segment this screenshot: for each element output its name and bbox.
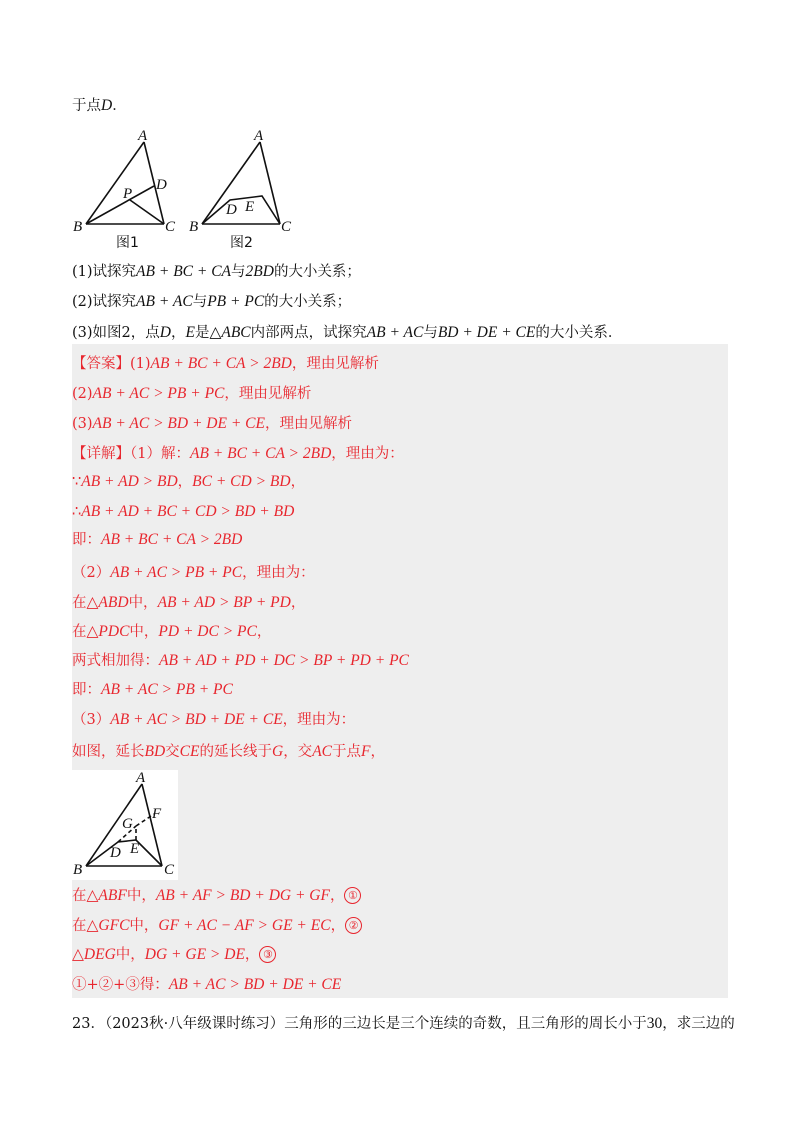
detail-line-9 xyxy=(72,680,233,700)
detail-line-12 xyxy=(72,886,361,906)
detail-12-pre: 在 xyxy=(72,888,87,904)
detail-11-text-1: 如图，延长 xyxy=(72,744,145,760)
detail-line-6 xyxy=(72,593,305,613)
figure-2-shape xyxy=(202,142,280,224)
fig2-label-c: C xyxy=(281,219,292,235)
detail-14-math: DG + GE > DE xyxy=(144,946,245,963)
detail-15-math: AB + AC > BD + DE + CE xyxy=(168,976,342,993)
figure-1-shape xyxy=(86,142,164,224)
detail-2-post: ， xyxy=(290,474,306,490)
detail-15-plus-1: + xyxy=(86,977,99,993)
detail-5-math: AB + AC > PB + PC xyxy=(110,564,243,581)
detail-9-pre: 即： xyxy=(72,682,101,698)
fig3-label-e: E xyxy=(130,841,140,857)
detail-line-3 xyxy=(72,502,294,522)
answer-3-text: ，理由见解析 xyxy=(264,416,352,432)
fig2-label-b: B xyxy=(189,219,199,235)
question-3-mid: 与 xyxy=(423,325,438,341)
detail-11-var-ac: AC xyxy=(312,743,332,760)
question-2-pre: (2)试探究 xyxy=(72,294,137,310)
fig3-label-f: F xyxy=(152,806,162,822)
answer-1-text: ，理由见解析 xyxy=(291,356,379,372)
fig1-label-d: D xyxy=(156,177,167,193)
detail-12-post: ， xyxy=(329,888,345,904)
detail-2-math-2: BC + CD > BD xyxy=(192,473,291,490)
question-3-var-e: E xyxy=(185,324,195,341)
detail-13-mid: 中， xyxy=(129,918,159,934)
intro-line xyxy=(72,96,127,116)
question-2-math-1: AB + AC xyxy=(136,293,193,310)
therefore-symbol: ∴ xyxy=(72,504,82,520)
fig1-caption: 图1 xyxy=(116,235,139,251)
question-2-mid: 与 xyxy=(192,294,208,310)
detail-6-mid: 中， xyxy=(128,595,158,611)
question-3-is: 是 xyxy=(194,325,210,341)
question-2-post: 的大小关系； xyxy=(264,294,352,310)
fig2-caption: 图2 xyxy=(230,235,253,251)
circled-two: ② xyxy=(345,917,362,934)
detail-7-triangle: △PDC xyxy=(86,623,130,640)
detail-7-math: PD + DC > PC xyxy=(158,623,257,640)
intro-end: ． xyxy=(112,98,127,114)
detail-11-var-g: G xyxy=(271,743,284,760)
fig1-label-c: C xyxy=(165,219,176,235)
question-23-number: 23． xyxy=(72,1016,105,1032)
circled-three: ③ xyxy=(259,946,276,963)
fig2-label-a: A xyxy=(254,128,264,144)
question-23-text: 三角形的三边长是三个连续的奇数，且三角形的周长小于 xyxy=(284,1016,647,1032)
figure-2 xyxy=(186,124,306,252)
detail-5-post: ，理由为： xyxy=(242,565,315,581)
detail-11-text-4: ，交 xyxy=(283,744,313,760)
question-3 xyxy=(72,323,622,343)
detail-line-1 xyxy=(72,444,404,464)
question-3-post: 的大小关系． xyxy=(535,325,623,341)
question-1-math-2: 2BD xyxy=(245,263,274,280)
detail-15-circ-2: ② xyxy=(98,977,114,993)
question-3-triangle: △ABC xyxy=(209,324,251,341)
answer-1-math: AB + BC + CA > 2BD xyxy=(150,355,292,372)
detail-line-14 xyxy=(72,945,276,965)
detail-13-triangle: △GFC xyxy=(86,917,130,934)
question-23-value: 30 xyxy=(646,1015,663,1032)
detail-11-text-3: 的延长线于 xyxy=(199,744,272,760)
fig1-label-a: A xyxy=(138,128,148,144)
fig2-label-e: E xyxy=(245,199,255,215)
answer-line-3 xyxy=(72,414,352,434)
question-3-text: 内部两点，试探究 xyxy=(250,325,367,341)
question-3-pre: (3)如图2，点 xyxy=(72,325,160,341)
answer-1-num: (1) xyxy=(130,356,151,372)
question-23 xyxy=(72,1014,735,1034)
detail-11-var-f: F xyxy=(361,743,371,760)
detail-2-math-1: AB + AD > BD xyxy=(81,473,178,490)
intro-var: D xyxy=(101,97,113,114)
detail-5-pre: （2） xyxy=(72,565,111,581)
question-1-math-1: AB + BC + CA xyxy=(136,263,232,280)
fig3-label-a: A xyxy=(136,770,146,786)
because-symbol: ∵ xyxy=(72,474,82,490)
fig3-label-c: C xyxy=(164,862,175,878)
detail-4-pre: 即： xyxy=(72,532,101,548)
answer-3-math: AB + AC > BD + DE + CE xyxy=(92,415,265,432)
question-3-math-1: AB + AC xyxy=(366,324,424,341)
question-3-var-d: D xyxy=(159,324,171,341)
detail-13-post: ， xyxy=(330,918,346,934)
detail-2-sep: ， xyxy=(177,474,193,490)
detail-10-post: ，理由为： xyxy=(282,712,356,728)
detail-15-circ-3: ③ xyxy=(125,977,140,993)
fig3-label-d: D xyxy=(110,845,121,861)
question-2-math-2: PB + PC xyxy=(207,293,265,310)
question-23-tail: ，求三边的 xyxy=(662,1016,735,1032)
fig3-label-g: G xyxy=(122,816,133,832)
detail-6-pre: 在 xyxy=(72,595,87,611)
answer-2-text: ，理由见解析 xyxy=(224,386,312,402)
question-1 xyxy=(72,262,361,282)
detail-12-math: AB + AF > BD + DG + GF xyxy=(155,887,330,904)
detail-line-4 xyxy=(72,530,242,550)
detail-7-pre: 在 xyxy=(72,624,87,640)
detail-12-triangle: △ABF xyxy=(86,887,127,904)
detail-13-pre: 在 xyxy=(72,918,87,934)
fig3-label-b: B xyxy=(73,862,83,878)
detail-line-13 xyxy=(72,916,362,936)
question-3-math-2: BD + DE + CE xyxy=(437,324,536,341)
figure-1 xyxy=(70,124,190,252)
detail-11-text-2: 交 xyxy=(165,744,180,760)
answer-2-num: (2) xyxy=(72,386,93,402)
question-1-pre: (1)试探究 xyxy=(72,264,137,280)
answer-2-math: AB + AC > PB + PC xyxy=(92,385,225,402)
detail-tag: 【详解】 xyxy=(72,446,130,462)
detail-11-var-bd: BD xyxy=(144,743,166,760)
detail-11-text-6: ， xyxy=(370,744,385,760)
fig2-label-d: D xyxy=(226,202,237,218)
detail-15-plus-2: + xyxy=(113,977,126,993)
detail-6-math: AB + AD > BP + PD xyxy=(157,594,291,611)
detail-7-post: ， xyxy=(256,624,272,640)
detail-3-math: AB + AD + BC + CD > BD + BD xyxy=(81,503,295,520)
answer-line-1 xyxy=(72,354,379,374)
detail-8-pre: 两式相加得： xyxy=(72,653,159,669)
detail-6-post: ， xyxy=(290,595,306,611)
fig1-label-p: P xyxy=(123,186,133,202)
detail-6-triangle: △ABD xyxy=(86,594,129,611)
detail-12-mid: 中， xyxy=(126,888,156,904)
detail-15-circ-1: ① xyxy=(72,977,87,993)
detail-line-15 xyxy=(72,975,341,995)
detail-1-post: ，理由为： xyxy=(331,446,404,462)
answer-tag: 【答案】 xyxy=(72,356,130,372)
question-1-post: 的大小关系； xyxy=(273,264,361,280)
answer-3-num: (3) xyxy=(72,416,93,432)
detail-line-10 xyxy=(72,710,355,730)
detail-1-pre: （1）解： xyxy=(130,446,190,462)
detail-13-math: GF + AC − AF > GE + EC xyxy=(158,917,331,934)
fig1-label-b: B xyxy=(73,219,83,235)
question-2 xyxy=(72,292,351,312)
detail-1-math: AB + BC + CA > 2BD xyxy=(189,445,332,462)
question-3-comma: ， xyxy=(170,325,186,341)
detail-7-mid: 中， xyxy=(129,624,159,640)
detail-10-math: AB + AC > BD + DE + CE xyxy=(110,711,283,728)
detail-14-triangle: △DEG xyxy=(72,946,116,963)
detail-11-text-5: 于点 xyxy=(332,744,361,760)
question-23-source: （2023秋·八年级课时练习） xyxy=(104,1016,285,1032)
detail-11-var-ce: CE xyxy=(179,743,200,760)
detail-line-11 xyxy=(72,742,385,762)
answer-line-2 xyxy=(72,384,311,404)
detail-4-math: AB + BC + CA > 2BD xyxy=(101,531,243,548)
detail-14-post: ， xyxy=(244,947,260,963)
figure-3 xyxy=(72,770,178,880)
detail-8-math: AB + AD + PD + DC > BP + PD + PC xyxy=(159,652,409,669)
detail-14-mid: 中， xyxy=(115,947,145,963)
detail-10-pre: （3） xyxy=(72,712,111,728)
question-1-mid: 与 xyxy=(231,264,246,280)
detail-9-math: AB + AC > PB + PC xyxy=(101,681,233,698)
intro-text: 于点 xyxy=(72,98,101,114)
detail-line-8 xyxy=(72,651,409,671)
detail-line-7 xyxy=(72,622,271,642)
detail-line-5 xyxy=(72,563,315,583)
detail-line-2 xyxy=(72,472,305,492)
circled-one: ① xyxy=(344,887,361,904)
detail-15-pre: 得： xyxy=(139,977,169,993)
